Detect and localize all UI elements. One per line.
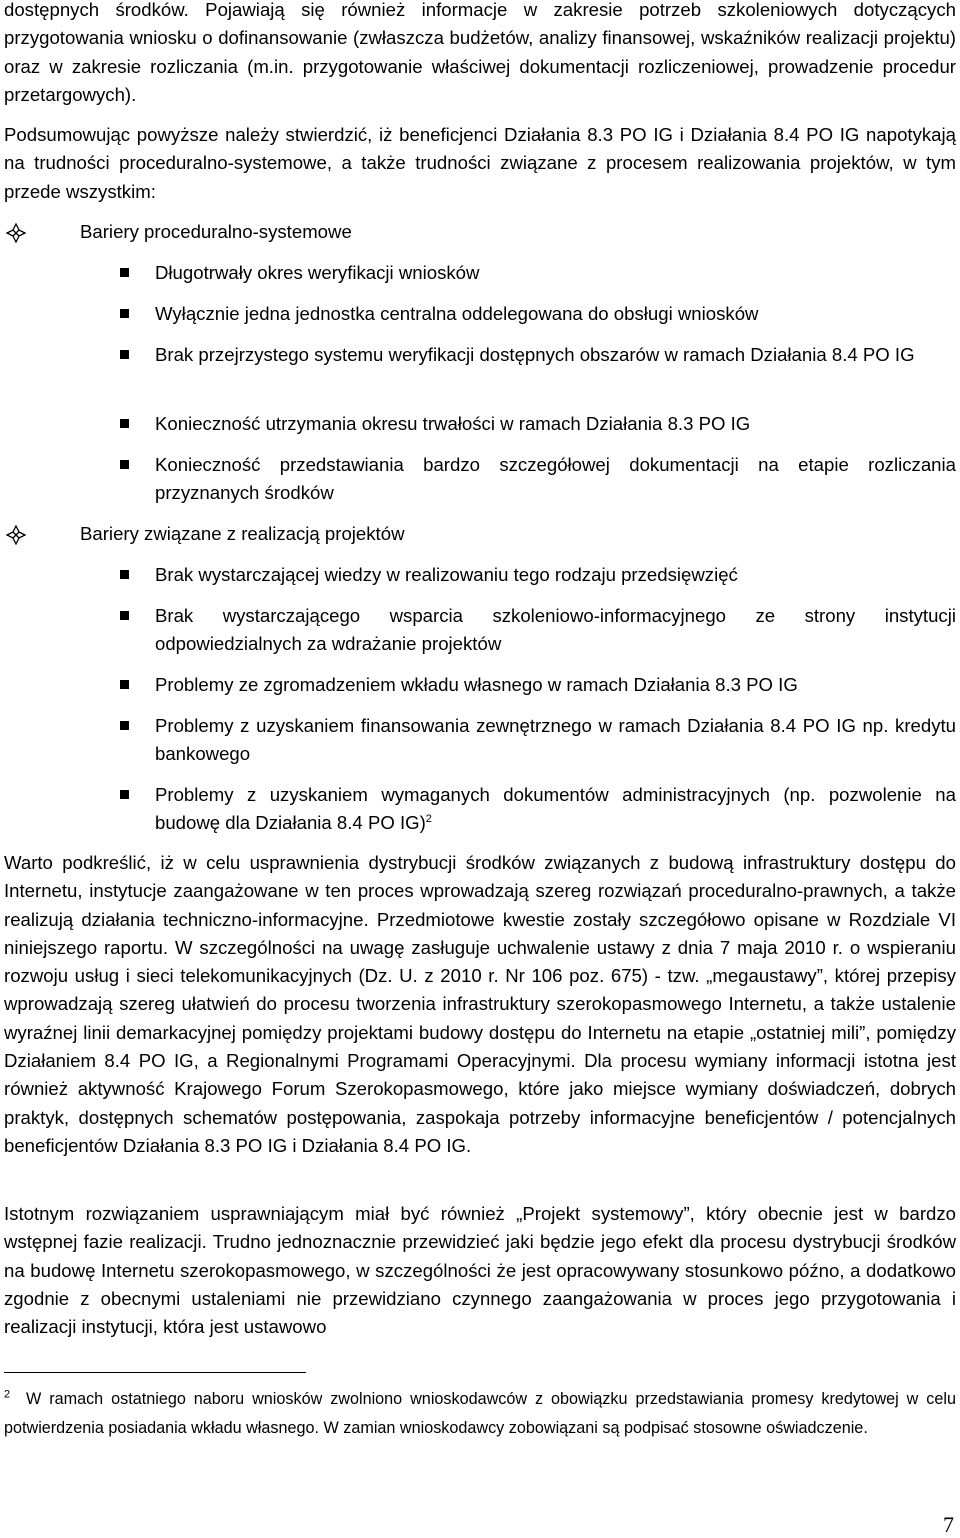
square-bullet-icon bbox=[120, 268, 129, 277]
square-bullet-icon bbox=[120, 419, 129, 428]
square-bullet-icon bbox=[120, 350, 129, 359]
footnote-separator bbox=[4, 1372, 306, 1373]
barrier-group-title: Bariery związane z realizacją projektów bbox=[80, 523, 405, 544]
square-bullet-icon bbox=[120, 460, 129, 469]
diamond-bullet-icon bbox=[6, 223, 26, 243]
body-paragraph-2: Istotnym rozwiązaniem usprawniającym miał być również „Projekt systemowy”, który obecnie jest w bardzo wstępnej fazie realizacji. Trudno jednoznacznie przewidzieć jaki będzie jego efekt dla procesu dystrybucji środków na budowę Internetu szerokopasmowego, w szczególności że jest opracowywany stosunkowo późno, a dodatkowo zgodnie z obecnymi ustaleniami nie przewidziano czynnego zaangażowania w proces jego przygotowania i realizacji instytucji, która jest ustawowo bbox=[4, 1203, 956, 1338]
footnote-ref: 2 bbox=[425, 813, 432, 826]
footnote-text: W ramach ostatniego naboru wniosków zwolniono wnioskodawców z obowiązku przedstawiania promesy kredytowej w celu potwierdzenia posiadania wkładu własnego. W zamian wnioskodawcy zobowiązani są podpisać stosowne oświadczenie. bbox=[4, 1390, 957, 1437]
footnote-number: 2 bbox=[4, 1388, 11, 1401]
body-paragraph-1: Warto podkreślić, iż w celu usprawnienia dystrybucji środków związanych z budową infrastruktury dostępu do Internetu, instytucje zaangażowane w ten proces wprowadzają szereg rozwiązań proceduralno-prawnych, a także realizują działania techniczno-informacyjne. Przedmiotowe kwestie zostały szczegółowo opisane w Rozdziale VI niniejszego raportu. W szczególności na uwagę zasługuje uchwalenie ustawy z dnia 7 maja 2010 r. o wspieraniu rozwoju usług i sieci telekomunikacyjnych (Dz. U. z 2010 r. Nr 106 poz. 675) - tzw. „megaustawy”, której przepisy wprowadzają szereg ułatwień do procesu tworzenia infrastruktury szerokopasmowego Internetu, a także ustalenie wyraźnej linii demarkacyjnej pomiędzy projektami budowy dostępu do Internetu na etapie „ostatniej mili”, pomiędzy Działaniem 8.4 PO IG, a Regionalnymi Programami Operacyjnymi. Dla procesu wymiany informacji istotna jest również aktywność Krajowego Forum Szerokopasmowego, które jako miejsce wymiany doświadczeń, dobrych praktyk, dostępnych schematów postępowania, zaspokaja potrzeby informacyjne beneficjentów / potencjalnych beneficjentów Działania 8.3 PO IG i Działania 8.4 PO IG. bbox=[4, 852, 956, 1156]
square-bullet-icon bbox=[120, 721, 129, 730]
square-bullet-icon bbox=[120, 309, 129, 318]
footnote bbox=[4, 1385, 956, 1443]
square-bullet-icon bbox=[120, 611, 129, 620]
page-number: 7 bbox=[943, 1512, 954, 1537]
square-bullet-icon bbox=[120, 790, 129, 799]
intro-paragraph: dostępnych środków. Pojawiają się również informacje w zakresie potrzeb szkoleniowych dotyczących przygotowania wniosku o dofinansowanie (zwłaszcza budżetów, analizy finansowej, wskaźników realizacji projektu) oraz w zakresie rozliczania (m.in. przygotowanie właściwej dokumentacji rozliczeniowej, prowadzenie procedur przetargowych). bbox=[4, 0, 956, 105]
square-bullet-icon bbox=[120, 570, 129, 579]
diamond-bullet-icon bbox=[6, 525, 26, 545]
barrier-group-title: Bariery proceduralno-systemowe bbox=[80, 221, 352, 242]
square-bullet-icon bbox=[120, 680, 129, 689]
summary-paragraph: Podsumowując powyższe należy stwierdzić, iż beneficjenci Działania 8.3 PO IG i Działania 8.4 PO IG napotykają na trudności proceduralno-systemowe, a także trudności związane z procesem realizowania projektów, w tym przede wszystkim: bbox=[4, 124, 956, 202]
